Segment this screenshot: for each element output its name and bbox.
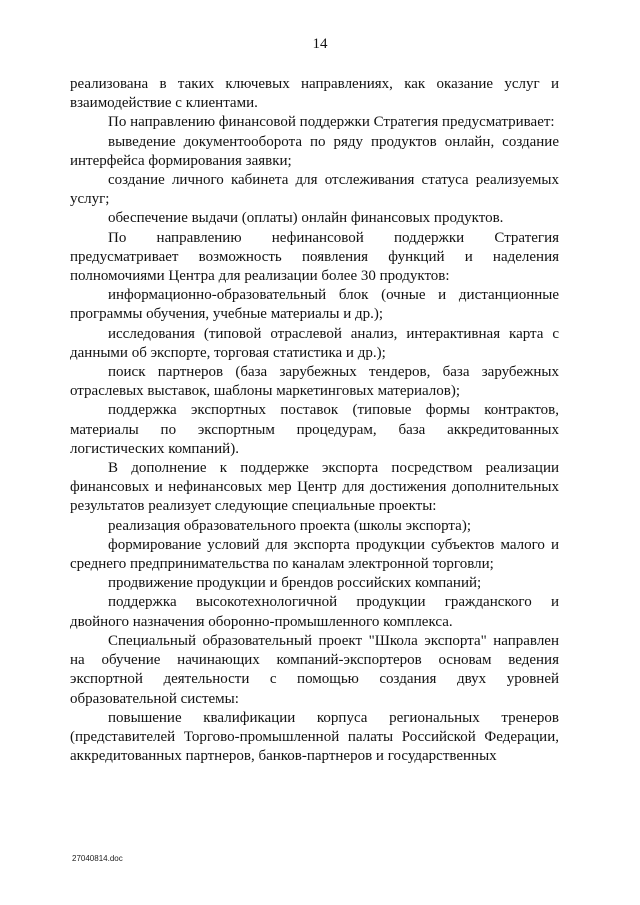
list-item: выведение документооборота по ряду продуктов онлайн, создание интерфейса формирования заявки; [70, 133, 559, 169]
paragraph: По направлению финансовой поддержки Стратегия предусматривает: [108, 114, 555, 131]
list-item: обеспечение выдачи (оплаты) онлайн финансовых продуктов. [108, 210, 504, 227]
paragraph: По направлению нефинансовой поддержки Стратегия предусматривает возможность появления функций и наделения полномочиями Центра для реализации более 30 продуктов: [70, 229, 559, 285]
paragraph: В дополнение к поддержке экспорта посредством реализации финансовых и нефинансовых мер Центр для достижения дополнительных результатов реализует следующие специальные проекты: [70, 460, 559, 515]
paragraph: реализована в таких ключевых направлениях, как оказание услуг и взаимодействие с клиентами. [70, 76, 559, 112]
list-item: создание личного кабинета для отслеживания статуса реализуемых услуг; [70, 172, 559, 208]
page-number: 14 [312, 36, 328, 52]
list-item: информационно-образовательный блок (очные и дистанционные программы обучения, учебные материалы и др.); [70, 287, 559, 323]
list-item: продвижение продукции и брендов российских компаний; [108, 575, 482, 592]
list-item: поддержка высокотехнологичной продукции гражданского и двойного назначения оборонно-промышленного комплекса. [70, 594, 559, 630]
list-item: поиск партнеров (база зарубежных тендеров, база зарубежных отраслевых выставок, шаблоны маркетинговых материалов); [70, 364, 559, 400]
file-name-footer: 27040814.doc [72, 854, 123, 863]
document-body [70, 75, 559, 766]
list-item: формирование условий для экспорта продукции субъектов малого и среднего предпринимательства по каналам электронной торговли; [70, 536, 559, 573]
paragraph: Специальный образовательный проект "Школа экспорта" направлен на обучение начинающих компаний-экспортеров основам ведения экспортной деятельности с помощью создания двух уровней образовательной системы: [70, 632, 559, 707]
list-item: повышение квалификации корпуса региональных тренеров (представителей Торгово-промышленной палаты Российской Федерации, аккредитованных партнеров, банков-партнеров и государственных [70, 709, 559, 765]
list-item: реализация образовательного проекта (школы экспорта); [108, 517, 471, 534]
list-item: исследования (типовой отраслевой анализ, интерактивная карта с данными об экспорте, торговая статистика и др.); [70, 325, 559, 361]
list-item: поддержка экспортных поставок (типовые формы контрактов, материалы по экспортным процедурам, база аккредитованных логистических компаний). [70, 402, 559, 457]
